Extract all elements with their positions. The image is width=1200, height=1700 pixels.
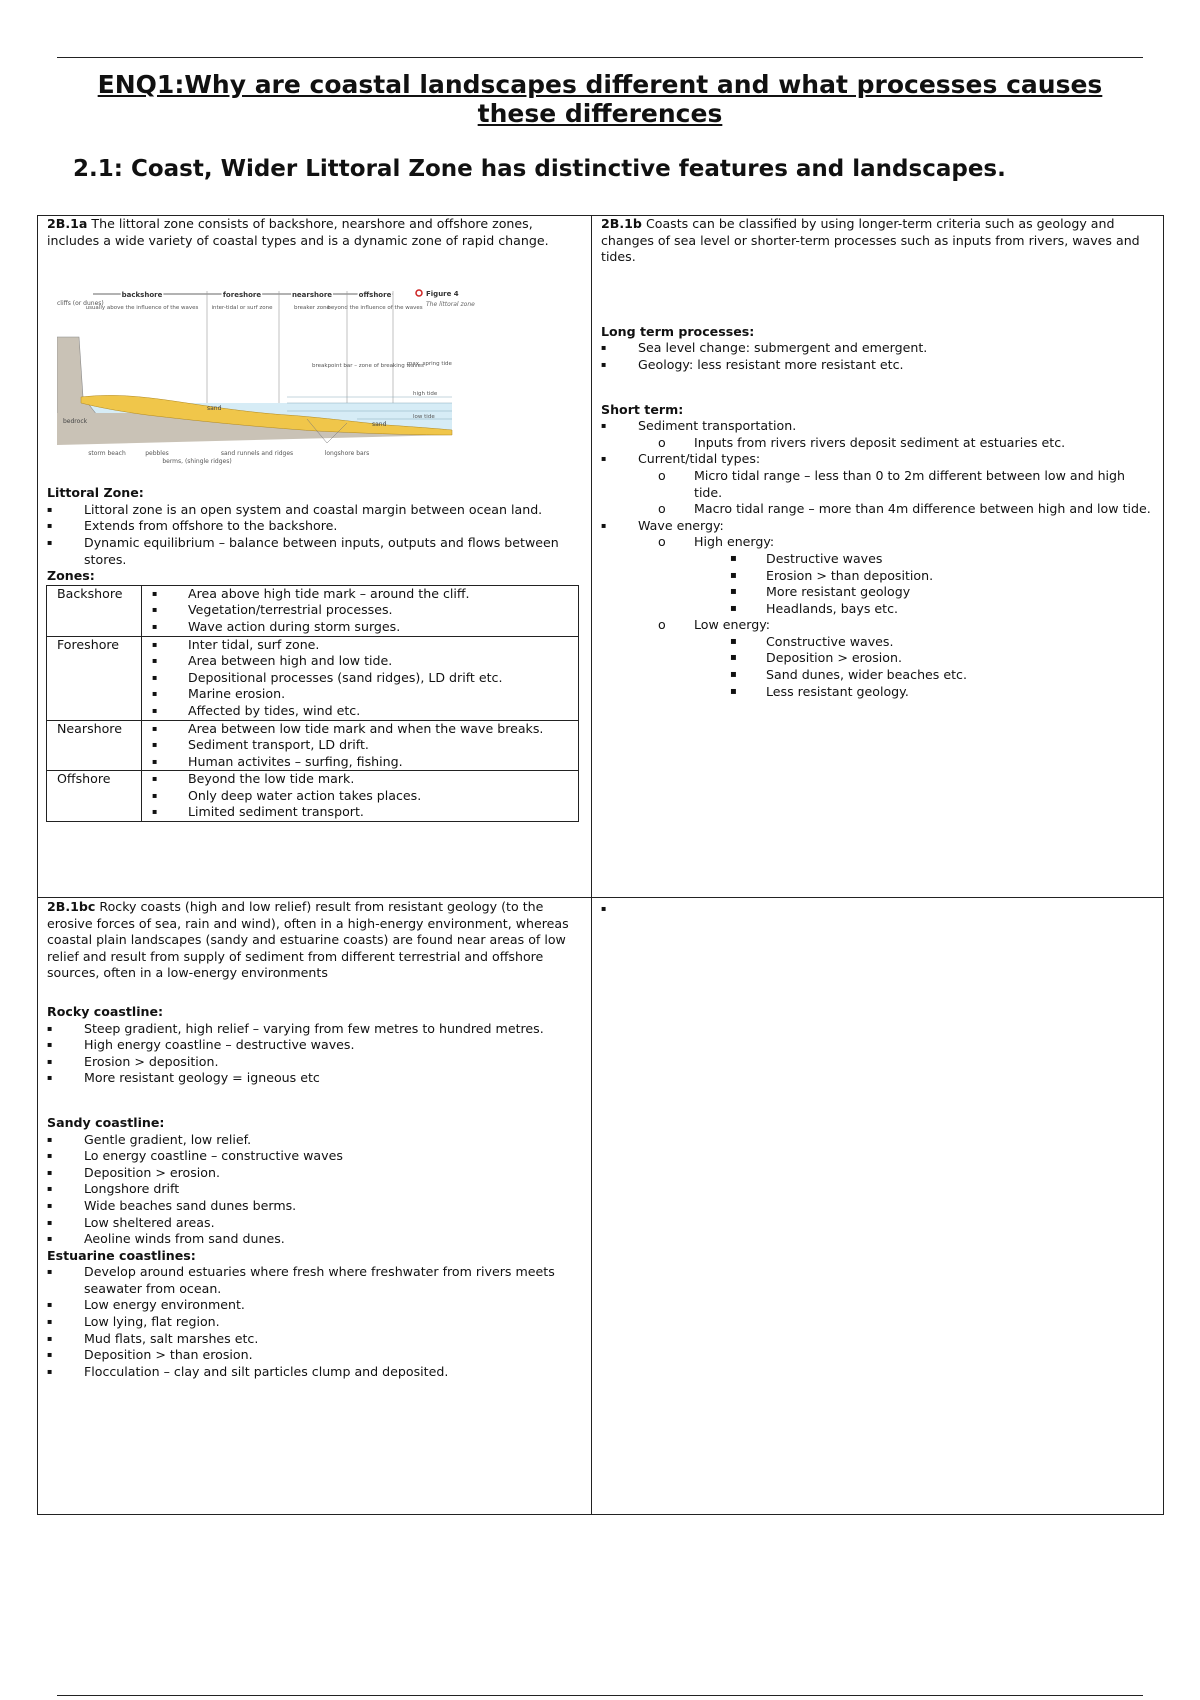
list-item: ▪ Low energy environment. bbox=[47, 1297, 587, 1314]
list-item: ▪ Deposition > erosion. bbox=[47, 1165, 587, 1182]
estuarine-heading: Estuarine coastlines: bbox=[47, 1247, 196, 1263]
short-term-heading: Short term: bbox=[601, 401, 684, 417]
zone-points bbox=[142, 720, 579, 771]
zones-heading: Zones: bbox=[47, 568, 95, 584]
fig-tide-low: low tide bbox=[413, 414, 435, 421]
littoral-zone-list bbox=[47, 502, 587, 568]
fig-zone-nearshore: nearshore bbox=[291, 291, 333, 300]
list-item: ▪ Wave action during storm surges. bbox=[152, 619, 578, 636]
list-item: ▪ Area between high and low tide. bbox=[152, 653, 578, 670]
list-item: ▪ Sand dunes, wider beaches etc. bbox=[601, 667, 1156, 684]
zone-name: Nearshore bbox=[47, 720, 142, 771]
zone-points bbox=[142, 771, 579, 822]
fig-zone-foreshore: foreshore bbox=[222, 291, 262, 300]
list-item: ▪ Steep gradient, high relief – varying from few metres to hundred metres. bbox=[47, 1021, 587, 1038]
list-item: ▪ Wide beaches sand dunes berms. bbox=[47, 1198, 587, 1215]
list-item: ▪ Flocculation – clay and silt particles clump and deposited. bbox=[47, 1364, 587, 1381]
fig-zone-desc-offshore: beyond the influence of the waves bbox=[327, 305, 423, 312]
fig-bottom-storm-beach: storm beach bbox=[88, 450, 126, 458]
zone-points bbox=[142, 585, 579, 636]
fig-bottom-berms: berms, (shingle ridges) bbox=[162, 458, 232, 466]
estuarine-list bbox=[47, 1264, 587, 1380]
list-item: ▪ Sea level change: submergent and emergent. bbox=[601, 340, 1156, 357]
list-item: ▪ More resistant geology bbox=[601, 584, 1156, 601]
cell-2b1bc-code: 2B.1bc bbox=[47, 899, 96, 914]
list-item: ▪ Erosion > than deposition. bbox=[601, 568, 1156, 585]
page-title: ENQ1:Why are coastal landscapes different and what processes causes these differences bbox=[97, 70, 1103, 128]
cell-2b1a bbox=[47, 216, 587, 822]
fig-zone-desc-nearshore: breaker zone bbox=[294, 305, 330, 312]
fig-cliffs-label: cliffs (or dunes) bbox=[57, 300, 104, 308]
row-divider bbox=[38, 897, 1163, 898]
list-item: ▪ Beyond the low tide mark. bbox=[152, 771, 578, 788]
list-item: ▪ Headlands, bays etc. bbox=[601, 601, 1156, 618]
list-item: ▪ Area between low tide mark and when the wave breaks. bbox=[152, 721, 578, 738]
list-item: ▪ Deposition > erosion. bbox=[601, 650, 1156, 667]
list-item: ▪ Vegetation/terrestrial processes. bbox=[152, 602, 578, 619]
list-item: o Macro tidal range – more than 4m difference between high and low tide. bbox=[601, 501, 1156, 518]
zones-table bbox=[46, 585, 579, 822]
list-item: ▪ Sediment transportation. bbox=[601, 418, 1156, 435]
list-item: ▪ Sediment transport, LD drift. bbox=[152, 737, 578, 754]
list-item: o Inputs from rivers rivers deposit sediment at estuaries etc. bbox=[601, 435, 1156, 452]
table-row bbox=[47, 636, 579, 720]
cell-2b1bc-intro: 2B.1bc Rocky coasts (high and low relief) result from resistant geology (to the erosive forces of sea, rain and wind), often in a high-energy environment, whereas coastal plain landscapes (sandy and estuarine coasts) are found near areas of low relief and result from supply of sediment from different terrestrial and offshore sources, often in a low-energy environments bbox=[47, 899, 569, 981]
fig-zone-offshore: offshore bbox=[358, 291, 392, 300]
sandy-list bbox=[47, 1132, 587, 1248]
list-item: ▪ Littoral zone is an open system and coastal margin between ocean land. bbox=[47, 502, 587, 519]
cell-2b1b-code: 2B.1b bbox=[601, 216, 642, 231]
list-item: ▪ Aeoline winds from sand dunes. bbox=[47, 1231, 587, 1248]
list-item: ▪ Depositional processes (sand ridges), LD drift etc. bbox=[152, 670, 578, 687]
list-item: ▪ More resistant geology = igneous etc bbox=[47, 1070, 587, 1087]
littoral-zone-diagram bbox=[57, 285, 502, 485]
zone-name: Backshore bbox=[47, 585, 142, 636]
fig-sand-label-2: sand bbox=[372, 421, 387, 429]
zone-name: Offshore bbox=[47, 771, 142, 822]
fig-caption-number: Figure 4 bbox=[426, 290, 459, 299]
empty-bullet: ▪ bbox=[601, 904, 607, 913]
list-item: ▪ Less resistant geology. bbox=[601, 684, 1156, 701]
column-divider bbox=[591, 216, 592, 1514]
fig-bottom-longshore-bars: longshore bars bbox=[324, 450, 370, 458]
rocky-list bbox=[47, 1021, 587, 1087]
fig-tide-max: max. spring tide bbox=[407, 361, 452, 368]
cell-2b1a-intro: 2B.1a The littoral zone consists of backshore, nearshore and offshore zones, includes a wide variety of coastal types and is a dynamic zone of rapid change. bbox=[47, 216, 549, 248]
list-item: ▪ High energy coastline – destructive waves. bbox=[47, 1037, 587, 1054]
content-table bbox=[37, 215, 1164, 1515]
long-term-list bbox=[601, 340, 1156, 373]
table-row bbox=[47, 585, 579, 636]
cell-2b1b bbox=[601, 216, 1156, 700]
fig-tide-high: high tide bbox=[413, 391, 438, 398]
list-item: ▪ Erosion > deposition. bbox=[47, 1054, 587, 1071]
list-item: ▪ Low sheltered areas. bbox=[47, 1215, 587, 1232]
list-item: ▪ Human activites – surfing, fishing. bbox=[152, 754, 578, 771]
rocky-heading: Rocky coastline: bbox=[47, 1003, 164, 1019]
list-item: ▪ Longshore drift bbox=[47, 1181, 587, 1198]
cell-empty bbox=[601, 899, 1156, 918]
list-item: ▪ Deposition > than erosion. bbox=[47, 1347, 587, 1364]
fig-zone-backshore: backshore bbox=[121, 291, 163, 300]
list-item: ▪ Destructive waves bbox=[601, 551, 1156, 568]
list-item: ▪ Low lying, flat region. bbox=[47, 1314, 587, 1331]
list-item: o Micro tidal range – less than 0 to 2m different between low and high tide. bbox=[601, 468, 1156, 501]
fig-sand-label-1: sand bbox=[207, 405, 222, 413]
fig-caption: The littoral zone bbox=[426, 301, 475, 309]
list-item: ▪ Area above high tide mark – around the cliff. bbox=[152, 586, 578, 603]
littoral-zone-heading: Littoral Zone: bbox=[47, 485, 144, 501]
list-item: ▪ Affected by tides, wind etc. bbox=[152, 703, 578, 720]
fig-zone-desc-backshore: usually above the influence of the waves bbox=[85, 305, 199, 312]
list-item: ▪ Current/tidal types: bbox=[601, 451, 1156, 468]
section-subtitle: 2.1: Coast, Wider Littoral Zone has distinctive features and landscapes. bbox=[73, 156, 1006, 182]
long-term-heading: Long term processes: bbox=[601, 323, 755, 339]
fig-bottom-pebbles: pebbles bbox=[145, 450, 169, 458]
list-item: o Low energy: bbox=[601, 617, 1156, 634]
list-item: ▪ Only deep water action takes places. bbox=[152, 788, 578, 805]
list-item: ▪ Constructive waves. bbox=[601, 634, 1156, 651]
top-rule bbox=[57, 57, 1143, 58]
list-item: ▪ Extends from offshore to the backshore. bbox=[47, 518, 587, 535]
list-item: ▪ Lo energy coastline – constructive waves bbox=[47, 1148, 587, 1165]
list-item: ▪ Dynamic equilibrium – balance between inputs, outputs and flows between stores. bbox=[47, 535, 587, 568]
sandy-heading: Sandy coastline: bbox=[47, 1114, 165, 1130]
list-item: ▪ Inter tidal, surf zone. bbox=[152, 637, 578, 654]
zone-name: Foreshore bbox=[47, 636, 142, 720]
zone-points bbox=[142, 636, 579, 720]
table-row bbox=[47, 771, 579, 822]
bottom-rule bbox=[57, 1695, 1143, 1696]
table-row bbox=[47, 720, 579, 771]
fig-bottom-sand-runnels: sand runnels and ridges bbox=[220, 450, 294, 458]
short-term-list bbox=[601, 418, 1156, 700]
list-item: ▪ Gentle gradient, low relief. bbox=[47, 1132, 587, 1149]
fig-breakpoint-label: breakpoint bar – zone of breaking waves bbox=[312, 363, 424, 370]
fig-zone-desc-foreshore: inter-tidal or surf zone bbox=[211, 305, 273, 312]
fig-bedrock-label: bedrock bbox=[63, 418, 88, 426]
cell-2b1bc bbox=[47, 899, 587, 1380]
list-item: ▪ Mud flats, salt marshes etc. bbox=[47, 1331, 587, 1348]
cell-2b1a-code: 2B.1a bbox=[47, 216, 88, 231]
list-item: ▪ Limited sediment transport. bbox=[152, 804, 578, 821]
list-item: ▪ Wave energy: bbox=[601, 518, 1156, 535]
list-item: ▪ Geology: less resistant more resistant etc. bbox=[601, 357, 1156, 374]
list-item: ▪ Marine erosion. bbox=[152, 686, 578, 703]
list-item: ▪ Develop around estuaries where fresh where freshwater from rivers meets seawater from ocean. bbox=[47, 1264, 587, 1297]
list-item: o High energy: bbox=[601, 534, 1156, 551]
cell-2b1b-intro: 2B.1b Coasts can be classified by using longer-term criteria such as geology and changes of sea level or shorter-term processes such as inputs from rivers, waves and tides. bbox=[601, 216, 1140, 265]
